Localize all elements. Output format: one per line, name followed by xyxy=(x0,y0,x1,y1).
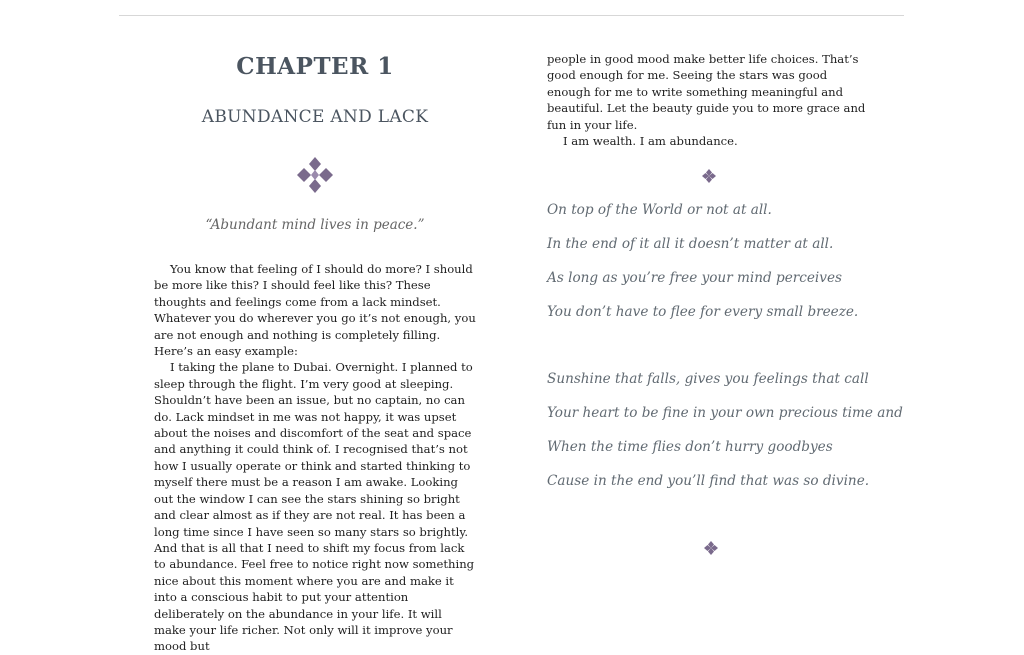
page-top-divider xyxy=(119,15,904,16)
chapter-body-continued xyxy=(547,51,867,149)
fleuron-icon xyxy=(704,540,718,554)
right-page xyxy=(547,51,867,149)
poem-line: Your heart to be fine in your own precious time and xyxy=(547,405,903,421)
chapter-epigraph: “Abundant mind lives in peace.” xyxy=(205,217,425,233)
paragraph: I am wealth. I am abundance. xyxy=(563,134,738,149)
poem-line: You don’t have to flee for every small breeze. xyxy=(547,304,859,320)
poem-line: Cause in the end you’ll find that was so divine. xyxy=(547,473,870,489)
poem-line: When the time flies don’t hurry goodbyes xyxy=(547,439,833,455)
chapter-title: CHAPTER 1 xyxy=(236,53,394,80)
poem-line: In the end of it all it doesn’t matter at all. xyxy=(547,236,834,252)
paragraph: You know that feeling of I should do more? I should be more like this? I should feel like this? These thoughts and feelings come from a lack mindset. Whatever you do wherever you go it’s not enough, you are not enough and nothing is completely filling. Here’s an easy example: xyxy=(154,262,476,359)
fleuron-icon xyxy=(702,168,716,182)
poem-line: Sunshine that falls, gives you feelings that call xyxy=(547,371,869,387)
paragraph: people in good mood make better life choices. That’s good enough for me. Seeing the stars was good enough for me to write something meaningful and beautiful. Let the beauty guide you to more grace and fun in your life. xyxy=(547,52,866,132)
diamond-cluster-icon xyxy=(295,155,335,195)
left-page xyxy=(154,50,476,655)
paragraph: I taking the plane to Dubai. Overnight. I planned to sleep through the flight. I’m very good at sleeping. Shouldn’t have been an issue, but no captain, no can do. Lack mindset in me was not happy, it was upset about the noises and discomfort of the seat and space and anything it could think of. I recognised that’s not how I usually operate or think and started thinking to myself there must be a reason I am awake. Looking out the window I can see the stars shining so bright and clear almost as if they are not real. It has been a long time since I have seen so many stars so brightly. And that is all that I need to shift my focus from lack to abundance. Feel free to notice right now something nice about this moment where you are and make it into a conscious habit to put your attention deliberately on the abundance in your life. It will make your life richer. Not only will it improve your mood but xyxy=(154,360,475,654)
chapter-body xyxy=(154,261,476,655)
chapter-subtitle: ABUNDANCE AND LACK xyxy=(201,107,429,127)
poem-line: On top of the World or not at all. xyxy=(547,202,772,218)
poem-line: As long as you’re free your mind perceives xyxy=(547,270,842,286)
